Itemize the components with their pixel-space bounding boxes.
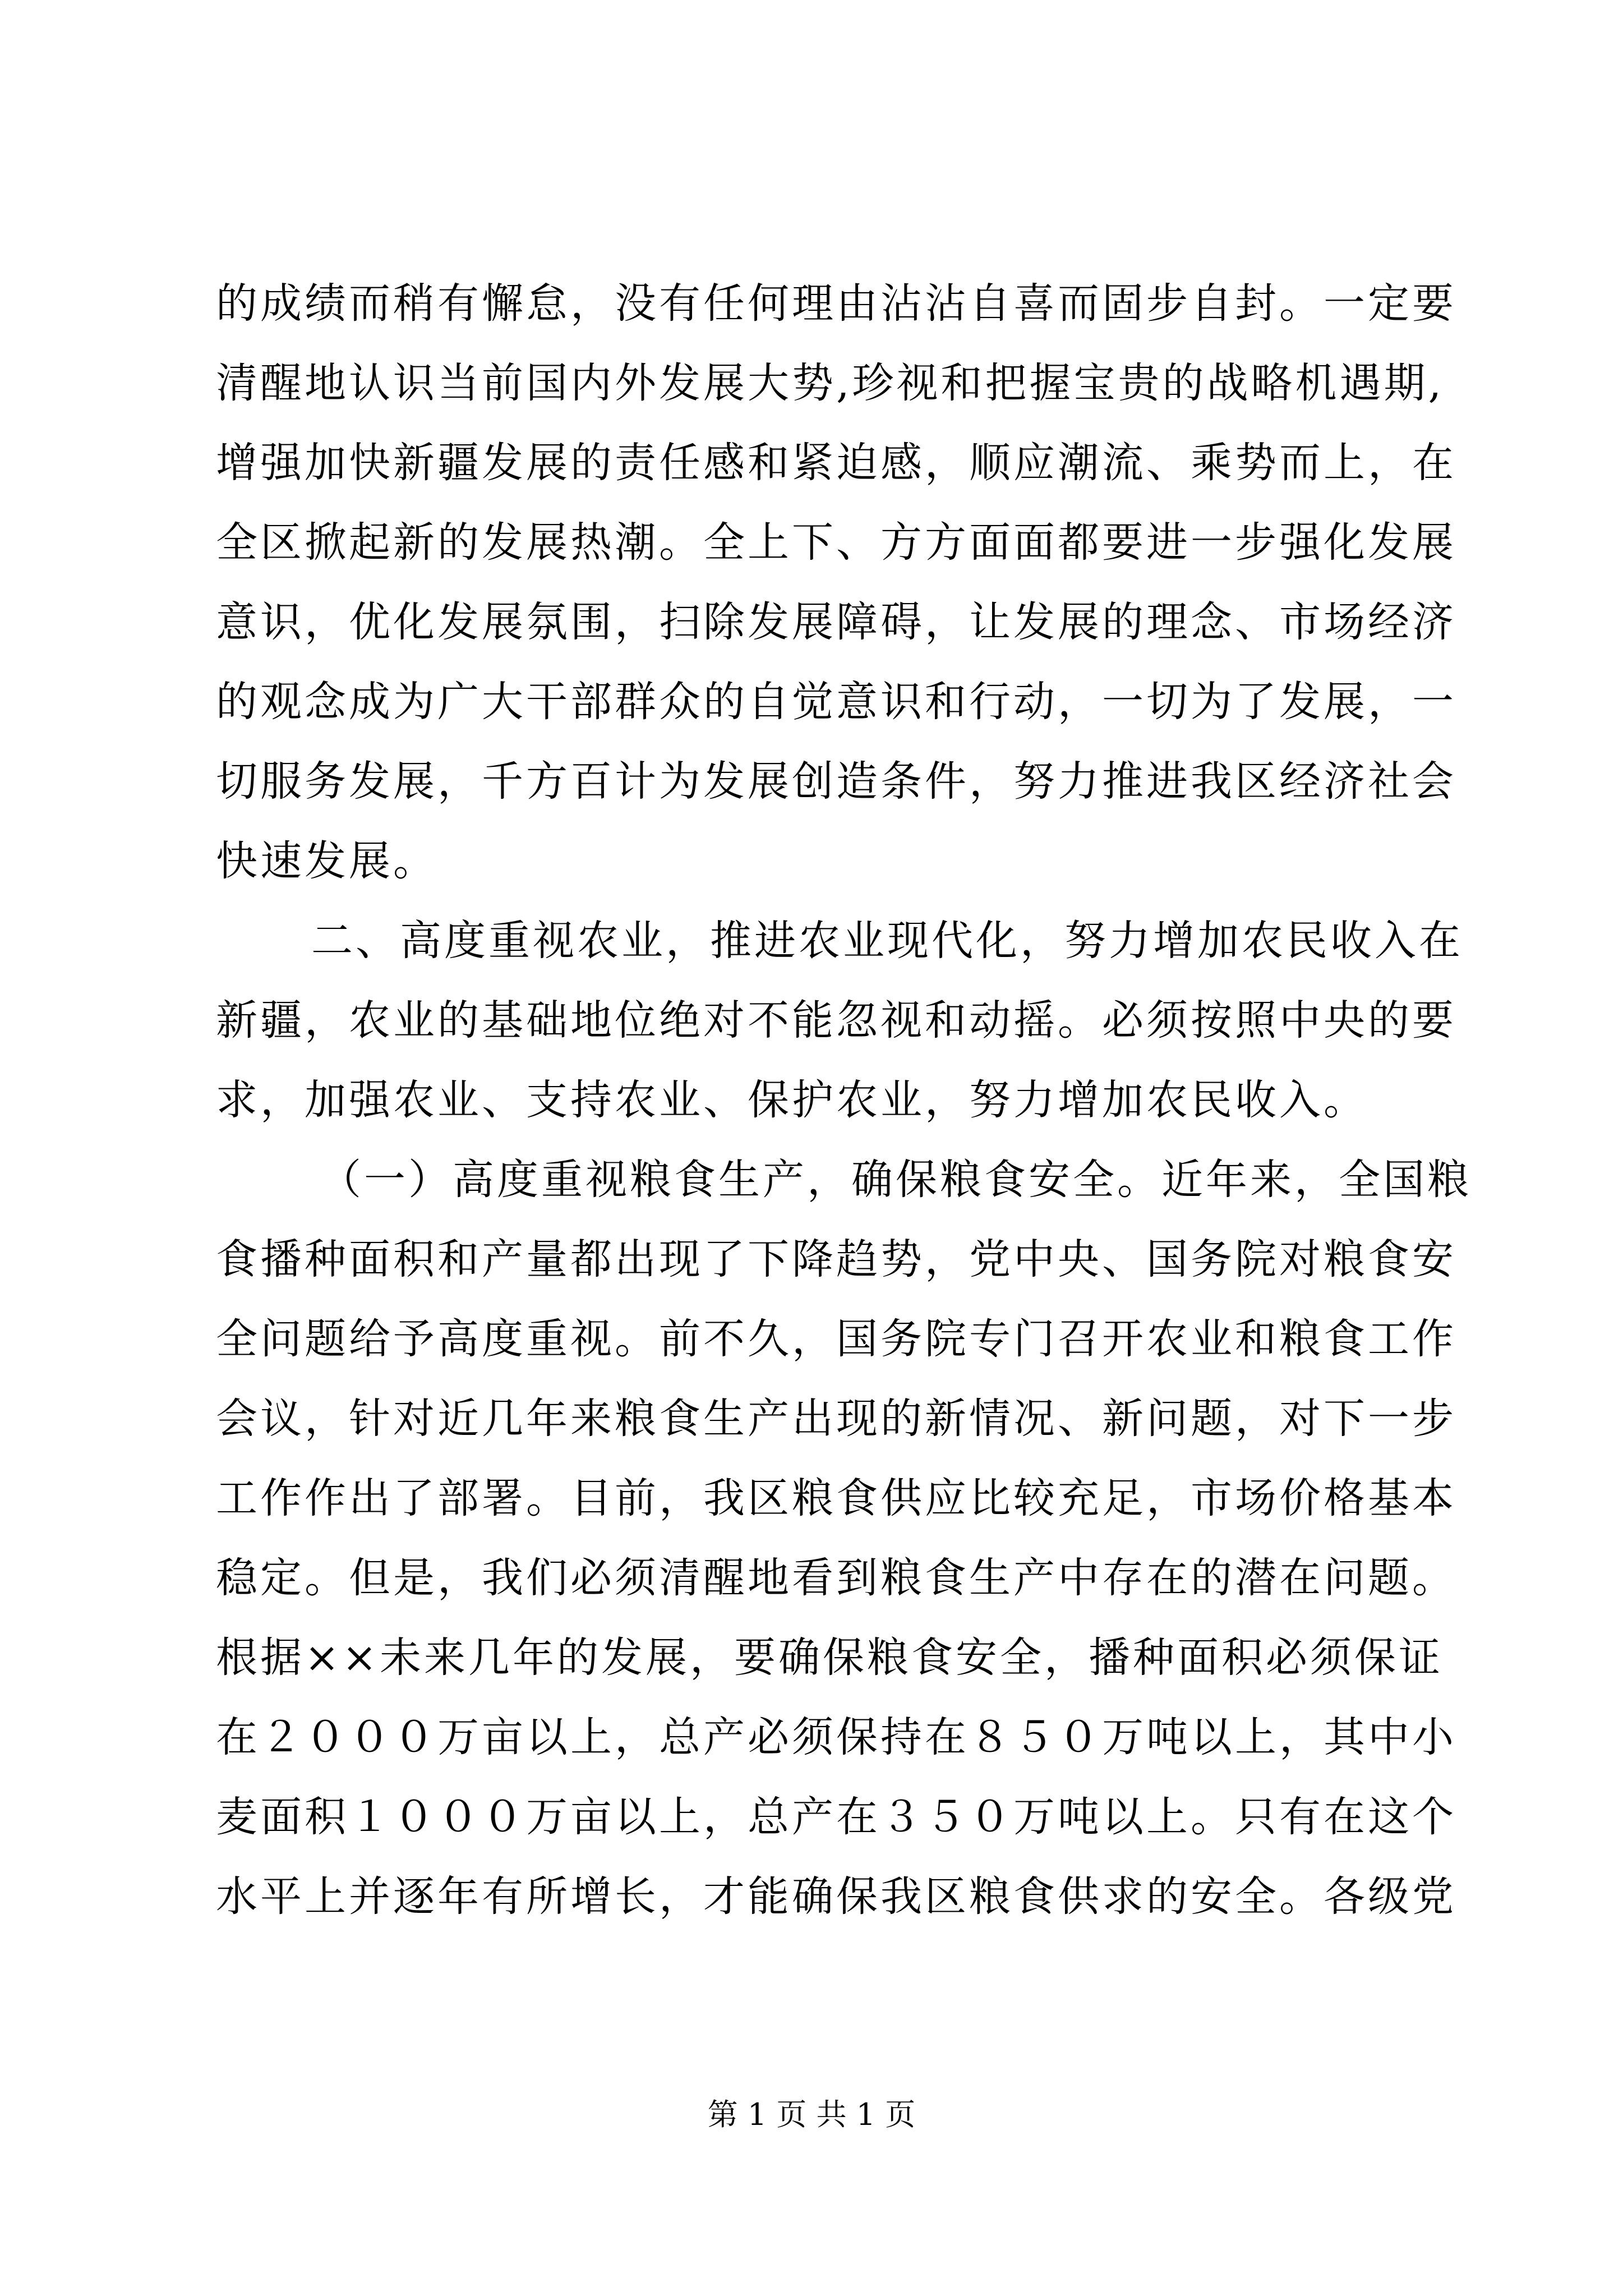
section-heading-agriculture: 二、高度重视农业，推进农业现代化，努力增加农民收入在: [311, 917, 1463, 965]
text-line-19: 在２０００万亩以上，总产必须保持在８５０万吨以上，其中小: [216, 1713, 1456, 1761]
text-line-18: 根据××未来几年的发展，要确保粮食安全，播种面积必须保证: [216, 1634, 1444, 1682]
text-line-4: 全区掀起新的发展热潮。全上下、方方面面都要进一步强化发展: [216, 518, 1456, 567]
text-line-2: 清醒地认识当前国内外发展大势,珍视和把握宝贵的战略机遇期,: [216, 359, 1445, 407]
text-line-15: 会议，针对近几年来粮食生产出现的新情况、新问题，对下一步: [216, 1395, 1456, 1443]
text-line-17: 稳定。但是，我们必须清醒地看到粮食生产中存在的潜在问题。: [216, 1554, 1456, 1602]
text-line-11: 求，加强农业、支持农业、保护农业，努力增加农民收入。: [216, 1076, 1368, 1124]
text-line-20: 麦面积１０００万亩以上，总产在３５０万吨以上。只有在这个: [216, 1793, 1456, 1841]
text-line-21: 水平上并逐年有所增长，才能确保我区粮食供求的安全。各级党: [216, 1872, 1456, 1921]
text-line-16: 工作作出了部署。目前，我区粮食供应比较充足，市场价格基本: [216, 1474, 1456, 1522]
subsection-heading-grain: （一）高度重视粮食生产，确保粮食安全。近年来，全国粮: [320, 1156, 1472, 1204]
text-line-8: 快速发展。: [216, 837, 437, 885]
text-line-13: 食播种面积和产量都出现了下降趋势，党中央、国务院对粮食安: [216, 1235, 1456, 1283]
text-line-5: 意识，优化发展氛围，扫除发展障碍，让发展的理念、市场经济: [216, 598, 1456, 646]
text-line-7: 切服务发展，千方百计为发展创造条件，努力推进我区经济社会: [216, 757, 1456, 806]
page-footer: 第 1 页 共 1 页: [707, 2097, 916, 2132]
text-line-6: 的观念成为广大干部群众的自觉意识和行动，一切为了发展，一: [216, 678, 1456, 726]
text-line-1: 的成绩而稍有懈怠，没有任何理由沾沾自喜而固步自封。一定要: [216, 279, 1456, 328]
text-line-14: 全问题给予高度重视。前不久，国务院专门召开农业和粮食工作: [216, 1315, 1456, 1363]
body-text: [216, 264, 1472, 1936]
text-line-3: 增强加快新疆发展的责任感和紧迫感，顺应潮流、乘势而上，在: [216, 439, 1456, 487]
text-line-10: 新疆，农业的基础地位绝对不能忽视和动摇。必须按照中央的要: [216, 996, 1456, 1045]
